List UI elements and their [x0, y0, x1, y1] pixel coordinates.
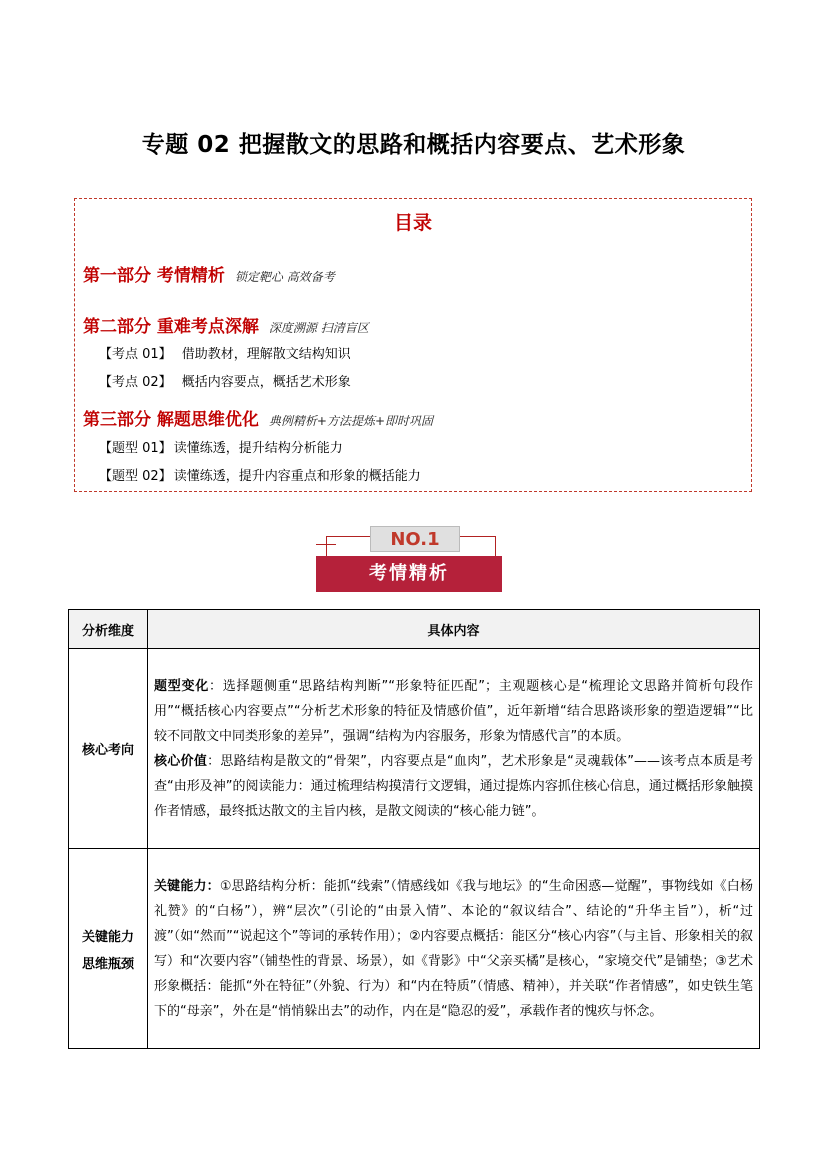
row-dimension-line: 关键能力 — [81, 929, 134, 945]
toc-part-1[interactable] — [83, 261, 335, 286]
row-dimension: 核心考向 — [69, 649, 148, 849]
toc-item-kaodian-01[interactable] — [99, 343, 361, 362]
paragraph-hexin — [154, 749, 753, 824]
toc-part-2[interactable] — [83, 312, 369, 337]
toc-item-tag: 【考点 02】 — [99, 375, 172, 390]
toc-item-tixing-02[interactable] — [99, 465, 431, 484]
paragraph-label: 题型变化 — [154, 678, 210, 694]
table-header-row — [69, 610, 760, 649]
document-title: 专题 02 把握散文的思路和概括内容要点、艺术形象 — [141, 132, 686, 158]
row-content — [148, 649, 760, 849]
toc-part-3-sub: 典例精析+方法提炼+即时巩固 — [268, 414, 434, 428]
toc-heading: 目录 — [393, 212, 432, 234]
badge-label: 考情精析 — [316, 556, 502, 592]
row-dimension-line: 思维瓶颈 — [81, 956, 134, 972]
header-content: 具体内容 — [148, 610, 760, 649]
table-row — [69, 849, 760, 1049]
paragraph-label: 关键能力： — [154, 878, 220, 894]
toc-item-text: 概括内容要点，概括艺术形象 — [181, 375, 351, 390]
toc-item-tag: 【考点 01】 — [99, 347, 172, 362]
paragraph-text: ：思路结构是散文的“骨架”，内容要点是“血肉”，艺术形象是“灵魂载体”——该考点本质是考查“由形及神”的阅读能力：通过梳理结构摸清行文逻辑，通过提炼内容抓住核心信息，通过概括形象触摸作者情感，最终抵达散文的主旨内核，是散文阅读的“核心能力链”。 — [154, 753, 753, 819]
paragraph-guanjian — [154, 874, 753, 1024]
toc-item-text: 读懂练透，提升结构分析能力 — [173, 441, 343, 456]
analysis-table — [68, 609, 760, 1049]
toc-part-3-label: 第三部分 解题思维优化 — [83, 410, 259, 430]
toc-item-tag: 【题型 01】 — [99, 441, 172, 456]
toc-part-2-label: 第二部分 重难考点深解 — [83, 317, 259, 337]
row-dimension — [69, 849, 148, 1049]
toc-part-1-label: 第一部分 考情精析 — [83, 266, 225, 286]
paragraph-text: ①思路结构分析：能抓“线索”（情感线如《我与地坛》的“生命困惑—觉醒”，事物线如《白杨礼赞》的“白杨”），辨“层次”（引论的“由景入情”、本论的“叙议结合”、结论的“升华主旨”），析“过渡”（如“然而”“说起这个”等词的承转作用）；②内容要点概括：能区分“核心内容”（与主旨、形象相关的叙写）和“次要内容”（铺垫性的背景、场景），如《背影》中“父亲买橘”是核心，“家境交代”是铺垫；③艺术形象概括：能抓“外在特征”（外貌、行为）和“内在特质”（情感、精神），并关联“作者情感”，如史铁生笔下的“母亲”，外在是“悄悄躲出去”的动作，内在是“隐忍的爱”，承载作者的愧疚与怀念。 — [154, 878, 753, 1019]
section-badge — [316, 522, 502, 592]
toc-item-kaodian-02[interactable] — [99, 371, 361, 390]
toc-item-text: 借助教材，理解散文结构知识 — [181, 347, 351, 362]
toc-part-2-sub: 深度溯源 扫清盲区 — [268, 321, 369, 335]
paragraph-text: ：选择题侧重“思路结构判断”“形象特征匹配”；主观题核心是“梳理论文思路并简析句段作用”“概括核心内容要点”“分析艺术形象的特征及情感价值”，近年新增“结合思路谈形象的塑造逻辑”“比较不同散文中同类形象的差异”，强调“结构为内容服务，形象为情感代言”的本质。 — [154, 678, 753, 744]
toc-part-3[interactable] — [83, 405, 433, 430]
header-dimension: 分析维度 — [69, 610, 148, 649]
paragraph-tixing — [154, 674, 753, 749]
table-of-contents — [74, 198, 752, 492]
row-content — [148, 849, 760, 1049]
table-row — [69, 649, 760, 849]
toc-item-text: 读懂练透，提升内容重点和形象的概括能力 — [173, 469, 421, 484]
badge-number: NO.1 — [370, 526, 460, 552]
paragraph-label: 核心价值 — [154, 753, 208, 769]
toc-part-1-sub: 锁定靶心 高效备考 — [234, 270, 335, 284]
toc-item-tixing-01[interactable] — [99, 437, 353, 456]
toc-item-tag: 【题型 02】 — [99, 469, 172, 484]
